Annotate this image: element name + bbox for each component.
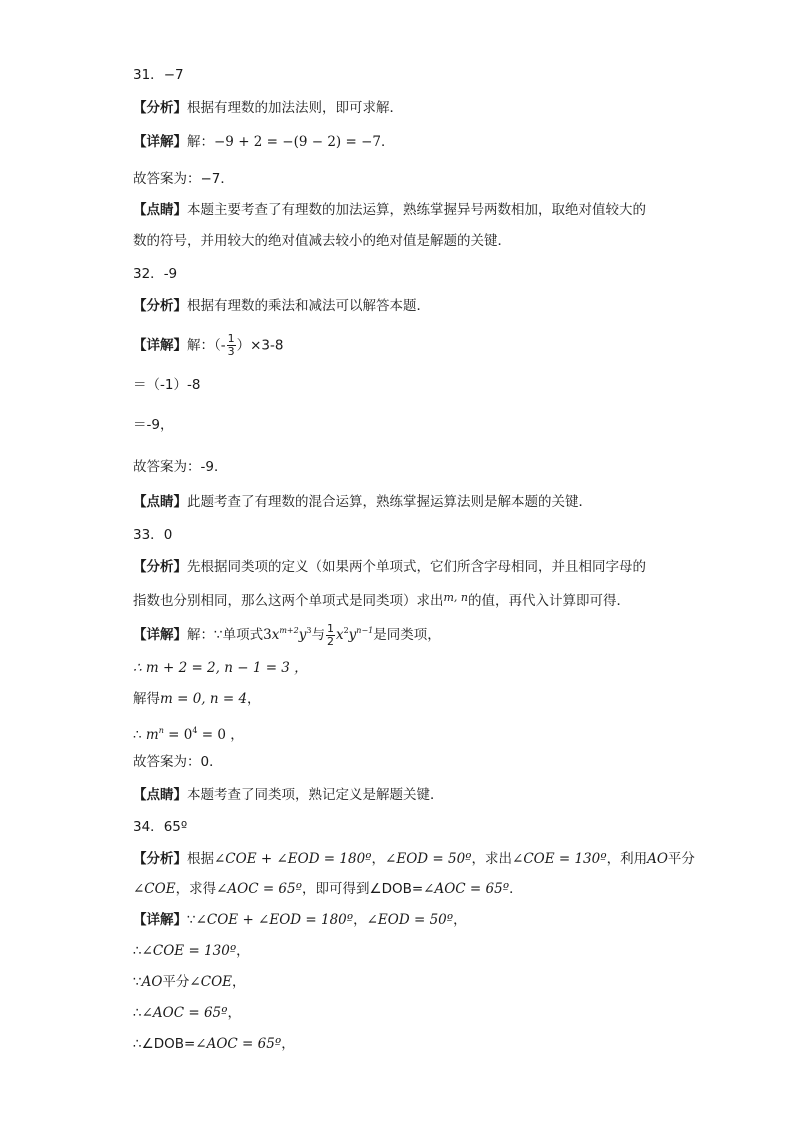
q34-analysis-1g: ，利用 — [606, 851, 648, 867]
q34-number: 34． — [133, 819, 164, 835]
q31-detail — [133, 133, 395, 151]
q33-analysis-text-2b: 的值，再代入计算即可得． — [468, 593, 631, 609]
q33-number: 33． — [133, 527, 164, 543]
analysis-label: 【分析】 — [133, 298, 187, 314]
q34-analysis-1h: AO — [647, 851, 668, 867]
q33-step-2-end: ， — [247, 691, 261, 707]
comment-label: 【点睛】 — [133, 494, 187, 510]
q34-step-2c: 平分 — [162, 974, 190, 990]
q34-step-3c: ， — [227, 1005, 241, 1021]
fraction-numerator: 1 — [227, 332, 235, 345]
mono2-x: x — [335, 627, 344, 643]
analysis-label: 【分析】 — [133, 851, 187, 867]
mono1-y-exp: 3 — [306, 626, 312, 635]
q33-comment — [133, 786, 444, 804]
q34-analysis-1d: ∠EOD = 50º — [385, 851, 472, 867]
q34-step-2 — [133, 973, 246, 991]
q32-comment-text: 此题考查了有理数的混合运算，熟练掌握运算法则是解本题的关键． — [187, 494, 592, 510]
q32-detail — [133, 333, 284, 358]
q31-detail-prefix: 解： — [187, 134, 214, 150]
q34-step-3b: ∠AOC = 65º — [141, 1005, 228, 1021]
q34-detail-1e: ， — [453, 912, 467, 928]
q34-step-4a: ∴∠DOB= — [133, 1036, 196, 1052]
q31-detail-expression: −9 + 2 = −(9 − 2) = −7 — [214, 134, 381, 150]
q34-detail — [133, 911, 467, 929]
q31-analysis — [133, 99, 403, 117]
fraction-denominator: 2 — [326, 634, 334, 648]
q33-comment-text: 本题考查了同类项，熟记定义是解题关键． — [187, 787, 444, 803]
q32-fraction — [227, 333, 236, 358]
q34-step-4b: ∠AOC = 65º — [195, 1036, 282, 1052]
because-symbol: ∵ — [187, 912, 196, 928]
because-symbol: ∵ — [214, 627, 223, 643]
therefore-symbol: ∴ — [133, 943, 142, 959]
q31-number: 31． — [133, 67, 164, 83]
q34-step-1 — [133, 942, 250, 960]
q34-analysis-1b: ∠COE + ∠EOD = 180º — [214, 851, 372, 867]
q33-answer-line — [133, 526, 172, 544]
q31-answer: −7 — [163, 67, 184, 83]
q33-analysis-2 — [133, 589, 630, 610]
q31-comment-2: 数的符号，并用较大的绝对值减去较小的绝对值是解题的关键． — [133, 233, 511, 249]
q34-analysis-2e: ∠AOC = 65º — [423, 881, 510, 897]
detail-label: 【详解】 — [133, 337, 187, 354]
q32-answer-line — [133, 265, 177, 283]
q32-step-1: ＝（-1）-8 — [133, 377, 201, 393]
detail-label: 【详解】 — [133, 912, 187, 928]
q33-analysis-text-2a: 指数也分别相同，那么这两个单项式是同类项）求出 — [133, 593, 444, 609]
q33-step-3-exp2: 4 — [192, 726, 198, 735]
q33-step-2-expr: m = 0, n = 4 — [160, 691, 248, 707]
mono2-y: y — [348, 627, 357, 643]
q33-detail-mid1: 单项式 — [222, 627, 264, 643]
detail-label: 【详解】 — [133, 627, 187, 643]
comment-label: 【点睛】 — [133, 787, 187, 803]
detail-label: 【详解】 — [133, 134, 187, 150]
mono1-x: x — [271, 627, 280, 643]
q33-step-3-mexp: n — [158, 726, 164, 735]
q34-step-4 — [133, 1035, 295, 1053]
therefore-symbol: ∴ — [133, 727, 146, 743]
q34-detail-1d: ∠EOD = 50º — [366, 912, 454, 928]
q34-analysis-2f: ． — [509, 881, 523, 897]
q33-step-2 — [133, 690, 261, 708]
q34-answer: 65º — [163, 819, 188, 835]
q34-detail-1b: ∠COE + ∠EOD = 180º — [195, 912, 354, 928]
q34-analysis-2a: ∠COE — [133, 881, 176, 897]
q33-step-1: ∴ m + 2 = 2, n − 1 = 3 ， — [133, 660, 308, 676]
q34-analysis-1a: 根据 — [187, 851, 214, 867]
q34-analysis-1f: ∠COE = 130º — [512, 851, 607, 867]
q34-step-2e: ， — [232, 974, 246, 990]
q31-comment — [133, 201, 646, 219]
q31-comment-text-1: 本题主要考查了有理数的加法运算，熟练掌握异号两数相加，取绝对值较大的 — [187, 202, 646, 218]
q34-analysis-2d: ，即可得到∠DOB= — [301, 881, 424, 897]
mono2-x-exp: 2 — [343, 626, 349, 635]
mono1-x-exp: m+2 — [279, 626, 299, 635]
mono1-coef: 3 — [263, 627, 272, 643]
q32-detail-prefix: 解：（- — [187, 337, 226, 354]
q33-detail — [133, 622, 441, 648]
fraction-denominator: 3 — [227, 345, 235, 358]
q34-analysis — [133, 850, 695, 868]
q34-step-2d: ∠COE — [189, 974, 232, 990]
q33-step-3-eq: = 0 — [163, 727, 193, 743]
q33-analysis-vars: m, n — [443, 591, 469, 604]
q31-result: 故答案为：−7． — [133, 171, 234, 187]
analysis-label: 【分析】 — [133, 559, 187, 575]
therefore-symbol: ∴ — [133, 1005, 142, 1021]
q34-step-1b: ∠COE = 130º — [141, 943, 237, 959]
q34-answer-line — [133, 818, 187, 836]
q33-step-2-prefix: 解得 — [133, 691, 160, 707]
q32-detail-suffix: ）×3-8 — [236, 337, 284, 354]
mono1-y: y — [298, 627, 307, 643]
q34-analysis-1c: ， — [371, 851, 386, 867]
fraction-numerator: 1 — [326, 621, 334, 635]
q33-analysis — [133, 558, 646, 576]
mono2-fraction — [326, 623, 335, 648]
q34-step-2b: AO — [141, 974, 163, 990]
q33-detail-end: 是同类项， — [373, 627, 441, 643]
q33-detail-prefix: 解： — [187, 627, 214, 643]
q34-analysis-1e: ，求出 — [471, 851, 513, 867]
q32-step-2: ＝-9， — [133, 417, 174, 433]
q34-analysis-2 — [133, 880, 523, 898]
q31-detail-end: ． — [381, 134, 395, 150]
mono2-y-exp: n−1 — [356, 626, 374, 635]
q32-analysis — [133, 297, 430, 315]
q32-comment — [133, 493, 592, 511]
q34-step-3 — [133, 1004, 241, 1022]
q34-analysis-2c: ∠AOC = 65º — [216, 881, 302, 897]
q32-result: 故答案为：-9． — [133, 459, 228, 475]
q33-analysis-text-1: 先根据同类项的定义（如果两个单项式，它们所含字母相同，并且相同字母的 — [187, 559, 646, 575]
q33-step-3-end: = 0 ， — [197, 727, 244, 743]
q33-step-3-m: m — [145, 727, 159, 743]
q34-step-4c: ， — [281, 1036, 295, 1052]
analysis-label: 【分析】 — [133, 100, 187, 116]
q31-analysis-text: 根据有理数的加法法则，即可求解． — [187, 100, 403, 116]
q32-number: 32． — [133, 266, 164, 282]
q31-answer-line — [133, 66, 184, 84]
q34-analysis-2b: ，求得 — [175, 881, 217, 897]
q33-detail-mid2: 与 — [311, 627, 325, 643]
q34-step-1c: ， — [236, 943, 250, 959]
q34-analysis-1i: 平分 — [667, 851, 695, 867]
q33-step-3 — [133, 722, 244, 744]
because-symbol: ∵ — [133, 974, 142, 990]
q33-result: 故答案为：0． — [133, 754, 223, 770]
q33-answer: 0 — [163, 527, 173, 543]
q34-detail-1c: ， — [353, 912, 367, 928]
q32-answer: -9 — [163, 266, 178, 282]
q32-analysis-text: 根据有理数的乘法和减法可以解答本题． — [187, 298, 430, 314]
comment-label: 【点睛】 — [133, 202, 187, 218]
